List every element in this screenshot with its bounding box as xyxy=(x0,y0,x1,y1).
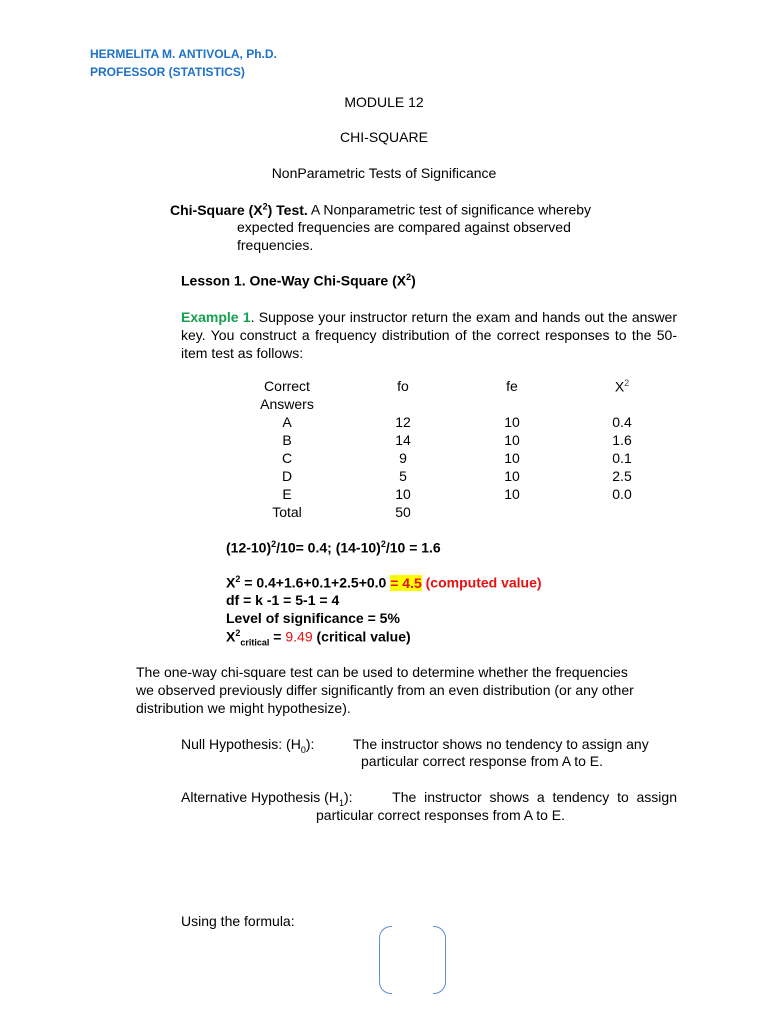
table-cell: A xyxy=(282,414,292,430)
example-text: Suppose your instructor return the exam and hands out the answer key. You construct a frequency distribution of the correct responses to the 50-item test as follows: xyxy=(181,309,677,361)
table-header-fo: fo xyxy=(397,378,409,394)
table-cell: 10 xyxy=(504,414,520,430)
lesson-title: Lesson 1. One-Way Chi-Square $(X^2)$ xyxy=(181,272,416,289)
critical-value: 9.49 xyxy=(285,628,313,645)
table-cell: 10 xyxy=(395,486,411,502)
table-cell: 5 xyxy=(399,468,407,484)
table-cell: 2.5 xyxy=(612,468,632,484)
table-cell: 12 xyxy=(395,414,411,430)
sample-computation: $(12-10)^2/10= 0.4$; $(14-10)^2/10 = 1.6$ xyxy=(226,539,441,556)
table-cell: C xyxy=(281,450,293,466)
alt-hypothesis-line-2: particular correct responses from A to E. xyxy=(316,807,565,823)
definition-line-3: frequencies. xyxy=(237,237,314,253)
table-header-answers: Answers xyxy=(260,396,314,412)
definition-line-2: expected frequencies are compared against observed xyxy=(237,219,571,235)
chi-square-sum: $X^2 = 0.4+1.6+0.1+2.5+0.0 = 4.5$ (computed value) xyxy=(226,574,542,591)
table-cell: 14 xyxy=(395,432,411,448)
paragraph-line-2: we observed previously differ significantly from an even distribution (or any other xyxy=(136,682,634,698)
table-header-correct: Correct xyxy=(264,378,310,394)
definition-line-1 xyxy=(170,201,591,218)
example-label: Example 1 xyxy=(181,309,251,325)
alt-hypothesis-line-1 xyxy=(181,789,677,808)
example-paragraph: Example 1. Suppose your instructor return the exam and hands out the answer key. You construct a frequency distribution of the correct responses to the 50-item test as follows: xyxy=(181,309,677,361)
table-cell: 0.4 xyxy=(612,414,632,430)
table-header-fe: fe xyxy=(506,378,518,394)
null-hypothesis-line-1: The instructor shows no tendency to assign any xyxy=(353,736,649,752)
table-cell: 10 xyxy=(504,486,520,502)
table-cell: 10 xyxy=(504,468,520,484)
table-total-label: Total xyxy=(272,504,302,520)
table-cell: D xyxy=(281,468,293,484)
table-total-value: 50 xyxy=(395,504,411,520)
null-hypothesis-label: Null Hypothesis: $(H_0)$: xyxy=(181,736,315,755)
table-cell: 0.0 xyxy=(612,486,632,502)
table-cell: E xyxy=(282,486,292,502)
alt-hypothesis-label: Alternative Hypothesis $(H_1)$: xyxy=(181,789,353,808)
critical-value-line: $X^2_{critical} = 9.49$ (critical value) xyxy=(226,628,411,648)
author-position: PROFESSOR (STATISTICS) xyxy=(90,65,245,79)
table-cell: 10 xyxy=(504,432,520,448)
table-header-x2: $X^2$ xyxy=(614,378,630,395)
table-cell: 10 xyxy=(504,450,520,466)
computed-value-note: (computed value) xyxy=(421,574,542,591)
table-cell: 9 xyxy=(399,450,407,466)
module-title: MODULE 12 xyxy=(344,94,424,110)
table-cell: 1.6 xyxy=(612,432,632,448)
degrees-of-freedom: df = k -1 = 5-1 = 4 xyxy=(226,592,340,608)
computed-value: = 4.5 xyxy=(390,574,422,591)
author-name: HERMELITA M. ANTIVOLA, Ph.D. xyxy=(90,47,277,61)
paragraph-line-3: distribution we might hypothesize). xyxy=(136,700,351,716)
formula-right-bracket xyxy=(433,926,446,994)
paragraph-line-1: The one-way chi-square test can be used to determine whether the frequencies xyxy=(136,664,628,680)
formula-left-bracket xyxy=(379,926,392,994)
definition-text: A Nonparametric test of significance whereby xyxy=(307,201,592,218)
level-of-significance: Level of significance = 5% xyxy=(226,610,400,626)
null-hypothesis-line-2: particular correct response from A to E. xyxy=(361,753,603,769)
subtitle: NonParametric Tests of Significance xyxy=(271,165,497,181)
definition-term: Chi-Square $(X^2)$ Test. xyxy=(170,201,308,218)
table-cell: 0.1 xyxy=(612,450,632,466)
topic-title: CHI-SQUARE xyxy=(340,129,428,145)
alt-hypothesis-text: The instructor shows a tendency to assign xyxy=(388,789,677,805)
formula-intro: Using the formula: xyxy=(181,913,295,929)
table-cell: B xyxy=(282,432,292,448)
